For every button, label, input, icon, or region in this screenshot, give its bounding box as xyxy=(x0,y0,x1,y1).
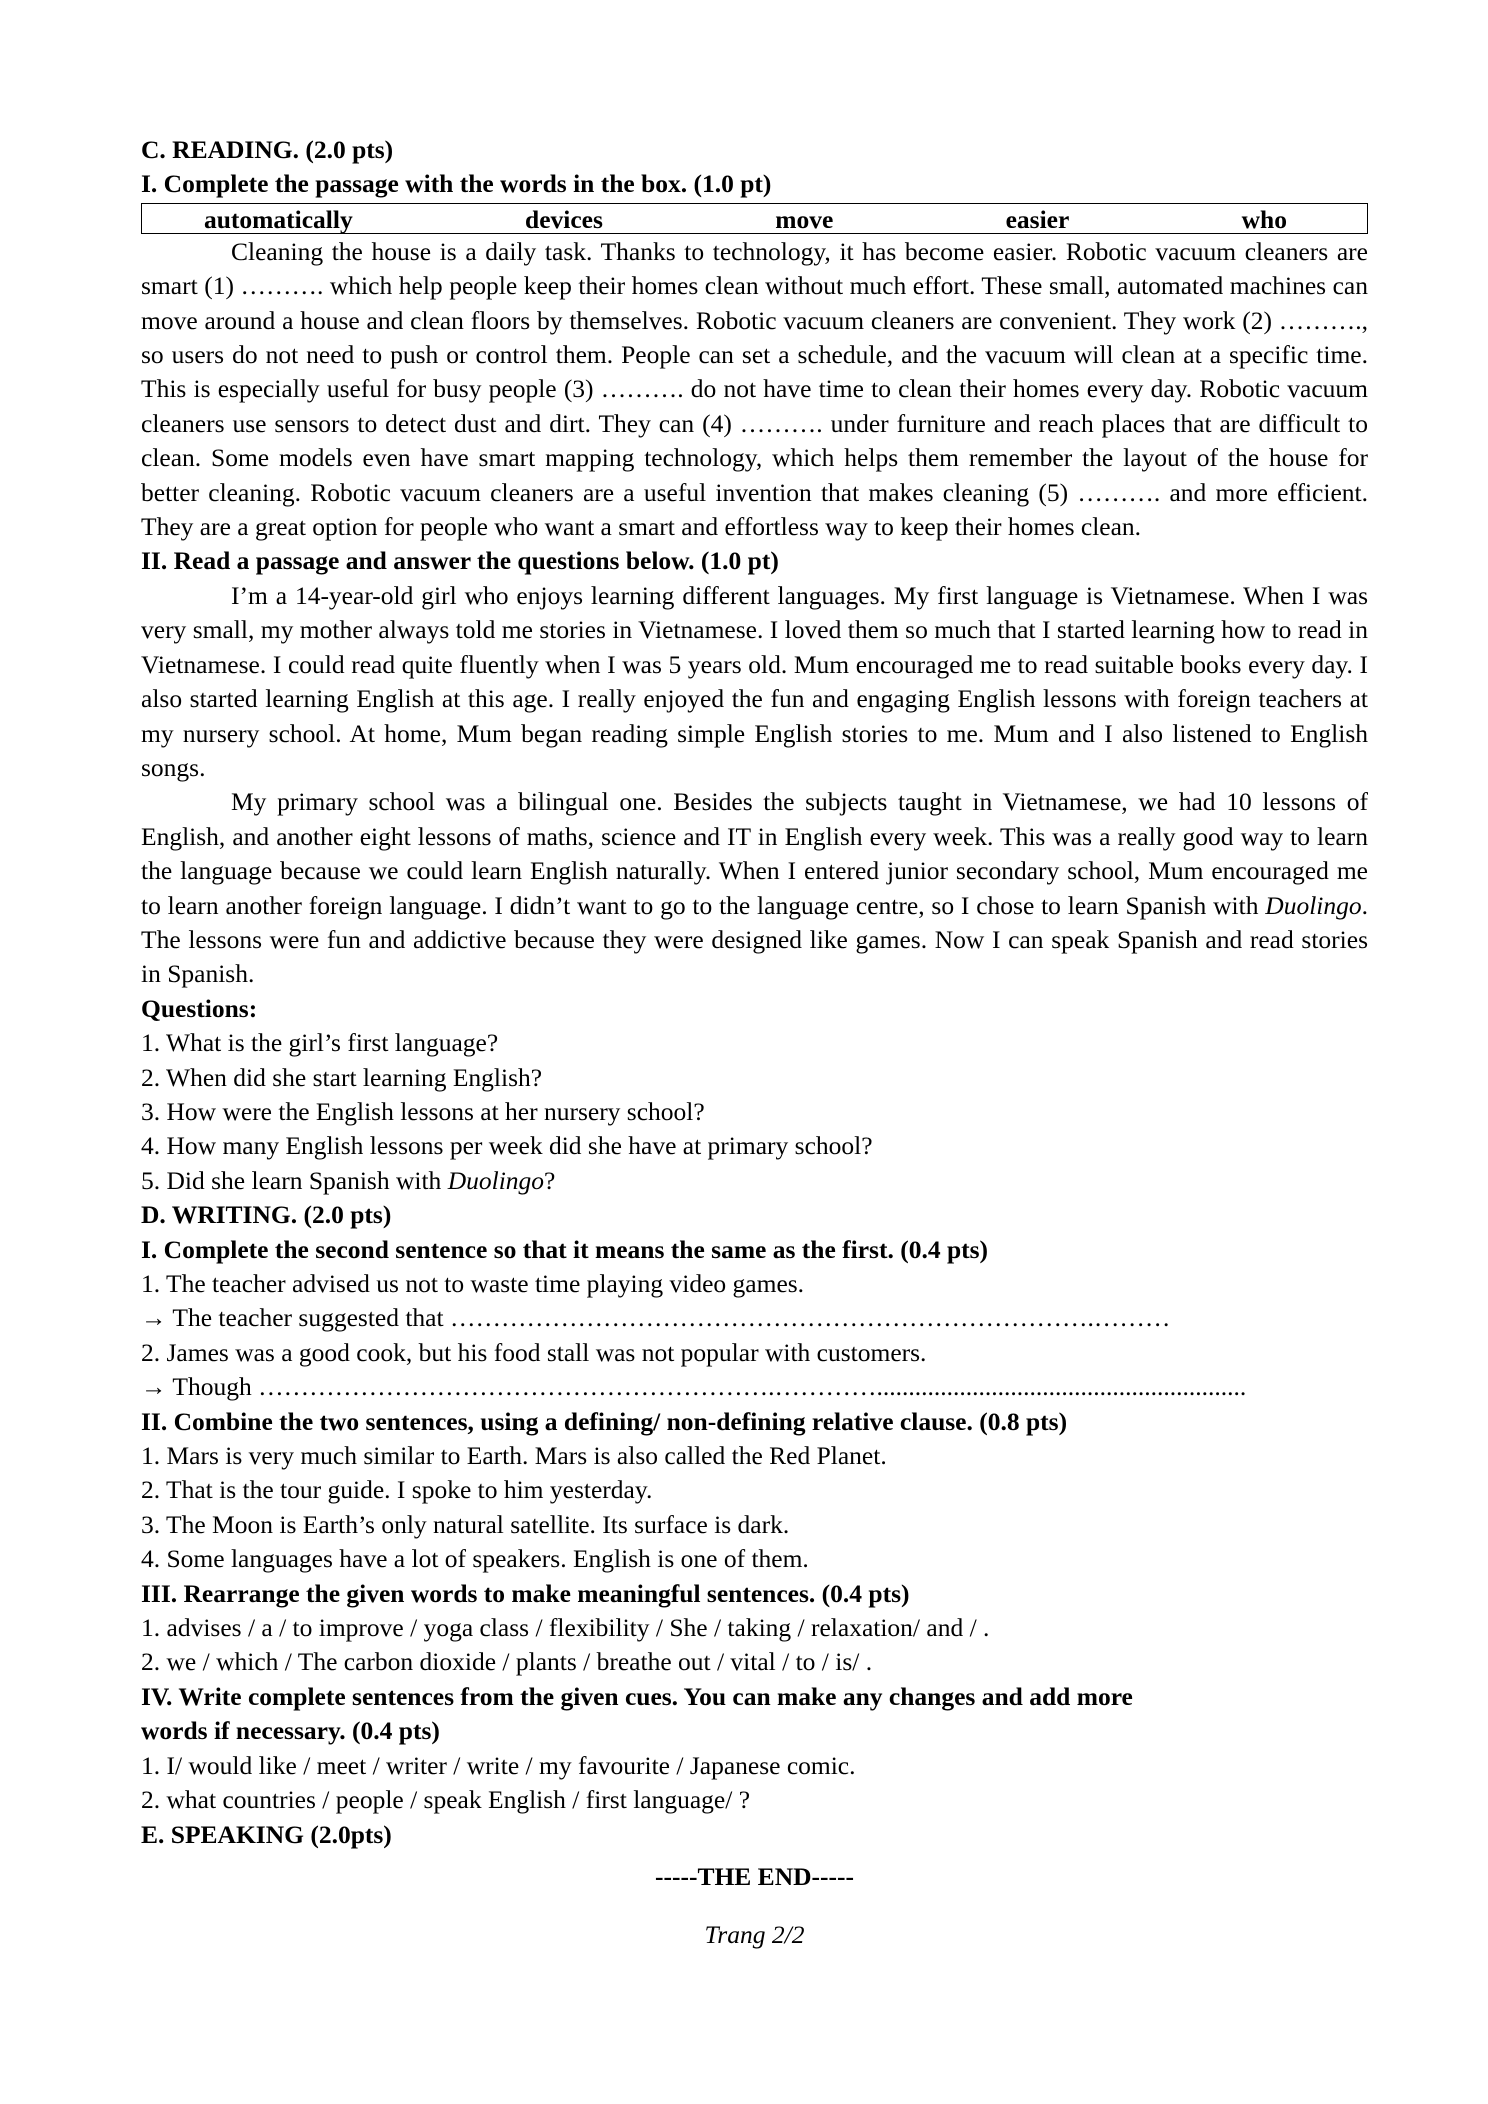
writing-heading: D. WRITING. (2.0 pts) xyxy=(141,1200,392,1230)
writing-line: 3. The Moon is Earth’s only natural satellite. Its surface is dark. xyxy=(141,1509,790,1539)
box-word: easier xyxy=(1005,204,1070,234)
question-item: 3. How were the English lessons at her nursery school? xyxy=(141,1096,705,1126)
questions-label: Questions: xyxy=(141,993,258,1023)
question-item: 4. How many English lessons per week did she have at primary school? xyxy=(141,1131,873,1161)
page-number: Trang 2/2 xyxy=(704,1920,805,1950)
cloze-passage-text: Cleaning the house is a daily task. Thanks to technology, it has become easier. Robotic vacuum cleaners are smart (1) ………. which help people keep their homes clean without much effort. These small, automated machines can move around a house and clean floors by themselves. Robotic vacuum cleaners are convenient. They work (2) ………., so users do not need to push or control them. People can set a schedule, and the vacuum will clean at a specific time. This is especially useful for busy people (3) ………. do not have time to clean their homes every day. Robotic vacuum cleaners use sensors to detect dust and dirt. They can (4) ………. under furniture and reach places that are difficult to clean. Some models even have smart mapping technology, which helps them remember the layout of the house for better cleaning. Robotic vacuum cleaners are a useful invention that makes cleaning (5) ………. and more efficient. They are a great option for people who want a smart and effortless way to keep their homes clean. xyxy=(141,236,1368,542)
box-word: who xyxy=(1241,204,1287,234)
writing-line: 2. what countries / people / speak English / first language/ ? xyxy=(141,1785,751,1815)
writing-line: 2. That is the tour guide. I spoke to him yesterday. xyxy=(141,1475,653,1505)
question-item: 2. When did she start learning English? xyxy=(141,1062,543,1092)
app-name: Duolingo xyxy=(1265,890,1362,920)
answer-line: → The teacher suggested that ………………………………………………………………….……… xyxy=(141,1303,1171,1333)
reading-part2-heading: II. Read a passage and answer the questions below. (1.0 pt) xyxy=(141,546,779,576)
writing-part1-heading: I. Complete the second sentence so that it means the same as the first. (0.4 pts) xyxy=(141,1234,989,1264)
question-5-text: 5. Did she learn Spanish with xyxy=(141,1165,448,1195)
box-word: automatically xyxy=(204,204,353,234)
writing-line: 2. James was a good cook, but his food stall was not popular with customers. xyxy=(141,1337,927,1367)
writing-line: 1. I/ would like / meet / writer / write / my favourite / Japanese comic. xyxy=(141,1750,856,1780)
cloze-passage xyxy=(141,235,1368,545)
reading-paragraph-2-text: My primary school was a bilingual one. Besides the subjects taught in Vietnamese, we had 10 lessons of English, and another eight lessons of maths, science and IT in English every week. This was a really good way to learn the language because we could learn English naturally. When I entered junior secondary school, Mum encouraged me to learn another foreign language. I didn’t want to go to the language centre, so I chose to learn Spanish with xyxy=(141,787,1368,920)
writing-part2-heading: II. Combine the two sentences, using a defining/ non-defining relative clause. (0.8 pts) xyxy=(141,1406,1068,1436)
end-marker: -----THE END----- xyxy=(655,1861,854,1891)
writing-line: 1. Mars is very much similar to Earth. Mars is also called the Red Planet. xyxy=(141,1441,887,1471)
box-word: devices xyxy=(525,204,603,234)
writing-line: 2. we / which / The carbon dioxide / plants / breathe out / vital / to / is/ . xyxy=(141,1647,873,1677)
question-5-end: ? xyxy=(544,1165,556,1195)
writing-part3-heading: III. Rearrange the given words to make meaningful sentences. (0.4 pts) xyxy=(141,1578,910,1608)
writing-line: 1. advises / a / to improve / yoga class / flexibility / She / taking / relaxation/ and / . xyxy=(141,1613,990,1643)
writing-part4-heading: IV. Write complete sentences from the given cues. You can make any changes and add more xyxy=(141,1681,1133,1711)
answer-line: → Though …………………………………………………….………….......................................................... xyxy=(141,1372,1247,1402)
reading-paragraph-1-text: I’m a 14-year-old girl who enjoys learning different languages. My first language is Vietnamese. When I was very small, my mother always told me stories in Vietnamese. I loved them so much that I started learning how to read in Vietnamese. I could read quite fluently when I was 5 years old. Mum encouraged me to read suitable books every day. I also started learning English at this age. I really enjoyed the fun and engaging English lessons with foreign teachers at my nursery school. At home, Mum began reading simple English stories to me. Mum and I also listened to English songs. xyxy=(141,580,1368,782)
reading-heading: C. READING. (2.0 pts) xyxy=(141,135,394,164)
question-item: 1. What is the girl’s first language? xyxy=(141,1028,499,1058)
reading-paragraph-2 xyxy=(141,785,1368,991)
reading-paragraph-2-end: . The lessons were fun and addictive because they were designed like games. Now I can speak Spanish and read stories in Spanish. xyxy=(141,890,1368,989)
writing-line: 4. Some languages have a lot of speakers. English is one of them. xyxy=(141,1544,809,1574)
app-name: Duolingo xyxy=(447,1165,545,1195)
reading-part1-heading: I. Complete the passage with the words in the box. (1.0 pt) xyxy=(141,169,772,199)
speaking-heading: E. SPEAKING (2.0pts) xyxy=(141,1819,392,1849)
writing-part4-heading-cont: words if necessary. (0.4 pts) xyxy=(141,1716,440,1746)
writing-line: 1. The teacher advised us not to waste time playing video games. xyxy=(141,1269,805,1298)
reading-paragraph-1 xyxy=(141,579,1368,785)
question-item xyxy=(141,1164,1368,1198)
word-box xyxy=(141,203,1368,234)
box-word: move xyxy=(775,204,834,234)
exam-page xyxy=(141,133,1368,1953)
